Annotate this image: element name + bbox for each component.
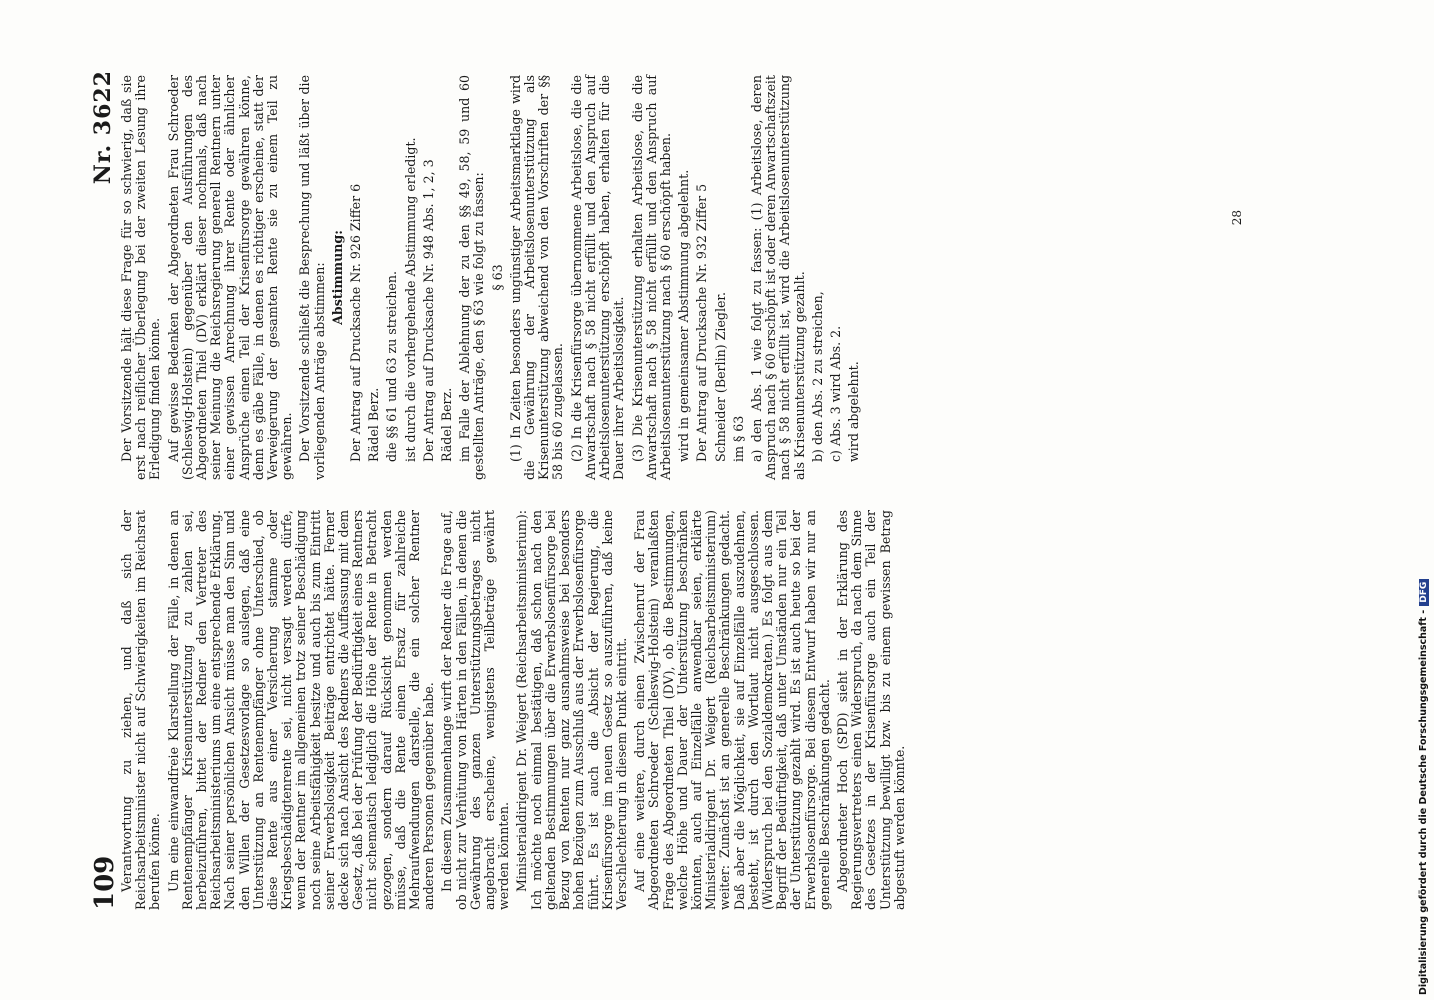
paragraph: Rädel Berz. — [366, 387, 382, 462]
document-number: Nr. 3622 — [90, 70, 116, 185]
paragraph: Der Antrag auf Drucksache Nr. 932 Ziffer 5 — [694, 183, 710, 462]
credit-text: Digitalisierung gefördert durch die Deutsche Forschungsgemeinschaft - — [1418, 609, 1429, 995]
paragraph: Ministerialdirigent Dr. Weigert (Reichsarbeitsministerium): Ich möchte noch einmal bestätigen, daß schon nach den geltenden Bestimmungen über die Erwerbslosenfürsorge bei Bezug von Renten nur ganz ausnahmsweise bei besonders hohen Bezügen zum Ausschluß aus der Erwerbslosenfürsorge führt. Es ist auch die Absicht der Regierung, die Krisenfürsorge im neuen Gesetz so auszuführen, daß keine Verschlechterung in diesem Punkt eintritt. — [514, 510, 629, 910]
paragraph: Um eine einwandfreie Klarstellung der Fälle, in denen an Rentenempfänger Krisenunterstützung zu zahlen sei, herbeizuführen, bittet der Redner den Vertreter des Reichsarbeitsministeriums um eine entsprechende Erklärung. Nach seiner persönlichen Ansicht müsse man den Sinn und den Willen der Gesetzesvorlage so auslegen, daß eine Unterstützung an Rentenempfänger ohne Unterschied, ob diese Rente aus einer Versicherung stamme oder Kriegsbeschädigtenrente sei, nicht versagt werden dürfe, wenn der Rentner im allgemeinen trotz seiner Beschädigung noch seine Arbeitsfähigkeit besitze und auch bis zum Eintritt seiner Erwerbslosigkeit Beiträge entrichtet hätte. Ferner decke sich nach Ansicht des Redners die Auffassung mit dem Gesetz, daß bei der Prüfung der Bedürftigkeit eines Rentners nicht schematisch lediglich die Höhe der Rente in Betracht gezogen, sondern darauf Rücksicht genommen werden müsse, daß die Rente einen Ersatz für zahlreiche Mehraufwendungen darstelle, die ein solcher Rentner anderen Personen gegenüber habe. — [165, 510, 437, 910]
paragraph: Der Antrag auf Drucksache Nr. 948 Abs. 1, 2, 3 — [420, 159, 436, 462]
paragraph: Verantwortung zu ziehen, und daß sich der Reichsarbeitsminister nicht auf Schwierigkeiten im Reichsrat berufen könne. — [119, 510, 163, 910]
page-number: 109 — [90, 855, 120, 910]
paragraph: Der Antrag auf Drucksache Nr. 926 Ziffer 6 — [348, 183, 364, 462]
paragraph: Schneider (Berlin) Ziegler. — [712, 291, 728, 462]
paragraph: wird abgelehnt. — [846, 361, 862, 462]
paragraph: Der Vorsitzende schließt die Besprechung und läßt über die vorliegenden Anträge abstimmen: — [297, 75, 327, 480]
paragraph: Abgeordneter Hoch (SPD) sieht in der Erklärung des Regierungsvertreters einen Widerspruch, da nach dem Sinne des Gesetzes in der Krisenfürsorge auch ein Teil der Unterstützung bewilligt bzw. bis zu einem gewissen Betrag abgestuft werden könnte. — [834, 510, 907, 910]
paragraph: die §§ 61 und 63 zu streichen. — [384, 271, 400, 462]
paragraph: c) Abs. 3 wird Abs. 2. — [827, 325, 843, 462]
right-text-column — [120, 75, 865, 480]
paragraph: im Falle der Ablehnung der zu den §§ 49, 58, 59 und 60 gestellten Anträge, den § 63 wie folgt zu fassen: — [457, 75, 487, 480]
dfg-side-credit — [1418, 5, 1434, 995]
paragraph: im § 63 — [730, 415, 746, 462]
footer-page-number: 28 — [1230, 210, 1244, 226]
paragraph: b) den Abs. 2 zu streichen, — [809, 291, 825, 462]
paragraph: a) den Abs. 1 wie folgt zu fassen: (1) Arbeitslose, deren Anspruch nach § 60 erschöpft ist oder deren Anwartschaftszeit nach § 58 nicht erfüllt ist, wird die Arbeitslosenunterstützung als Krisenunterstützung gezahlt. — [748, 75, 807, 480]
paragraph: (1) In Zeiten besonders ungünstiger Arbeitsmarktlage wird die Gewährung der Arbeitslosenunterstützung als Krisenunterstützung abweichend von den Vorschriften der §§ 58 bis 60 zugelassen. — [507, 75, 566, 480]
left-text-column — [120, 510, 911, 910]
paragraph: § 63 — [489, 264, 505, 291]
paragraph: wird in gemeinsamer Abstimmung abgelehnt. — [676, 169, 692, 462]
paragraph: ist durch die vorhergehende Abstimmung erledigt. — [402, 137, 418, 462]
paragraph: (3) Die Krisenunterstützung erhalten Arbeitslose, die die Anwartschaft nach § 58 nicht erfüllt und den Anspruch auf Arbeitslosenunterstützung nach § 60 erschöpft haben. — [629, 75, 673, 480]
paragraph: Rädel Berz. — [439, 387, 455, 462]
paragraph: (2) In die Krisenfürsorge übernommene Arbeitslose, die die Anwartschaft nach § 58 nicht erfüllt und den Anspruch auf Arbeitslosenunterstützung erschöpft haben, erhalten für die Dauer ihrer Arbeitslosigkeit. — [568, 75, 627, 480]
paragraph: Abstimmung: — [329, 230, 345, 325]
dfg-logo: DFG — [1419, 579, 1429, 606]
rotated-document-page — [90, 70, 1290, 910]
paragraph: In diesem Zusammenhange wirft der Redner die Frage auf, ob nicht zur Verhütung von Härten in den Fällen, in denen die Gewährung des ganzen Unterstützungsbetrages nicht angebracht erscheine, wenigstens Teilbeträge gewährt werden könnten. — [439, 510, 512, 910]
paragraph: Auf gewisse Bedenken der Abgeordneten Frau Schroeder (Schleswig-Holstein) gegenüber den Ausführungen des Abgeordneten Thiel (DV) erklärt dieser nochmals, daß nach seiner Meinung die Reichsregierung generell Rentnern unter einer gewissen Anrechnung ihrer Rente oder ähnlicher Ansprüche einen Teil der Krisenfürsorge gewähren könne, denn es gäbe Fälle, in denen es richtiger erscheine, statt der Verweigerung der gesamten Rente sie zu einem Teil zu gewähren. — [165, 75, 295, 480]
paragraph: Der Vorsitzende hält diese Frage für so schwierig, daß sie erst nach reiflicher Überlegung bei der zweiten Lesung ihre Erledigung finden könne. — [119, 75, 163, 480]
paragraph: Auf eine weitere, durch einen Zwischenruf der Frau Abgeordneten Schroeder (Schleswig-Holstein) veranlaßten Frage des Abgeordneten Thiel (DV), ob die Bestimmungen, welche Höhe und Dauer der Unterstützung beschränken könnten, auch auf Einzelfälle anwendbar seien, erklärte Ministerialdirigent Dr. Weigert (Reichsarbeitsministerium) weiter: Zunächst ist an generelle Beschränkungen gedacht. Daß aber die Möglichkeit, sie auf Einzelfälle auszudehnen, besteht, ist durch den Wortlaut nicht ausgeschlossen. (Widerspruch bei den Sozialdemokraten.) Es folgt aus dem Begriff der Bedürftigkeit, daß unter Umständen nur ein Teil der Unterstützung gezahlt wird. Es ist auch heute so bei der Erwerbslosenfürsorge. Bei diesem Entwurf haben wir nur an generelle Beschränkungen gedacht. — [632, 510, 832, 910]
